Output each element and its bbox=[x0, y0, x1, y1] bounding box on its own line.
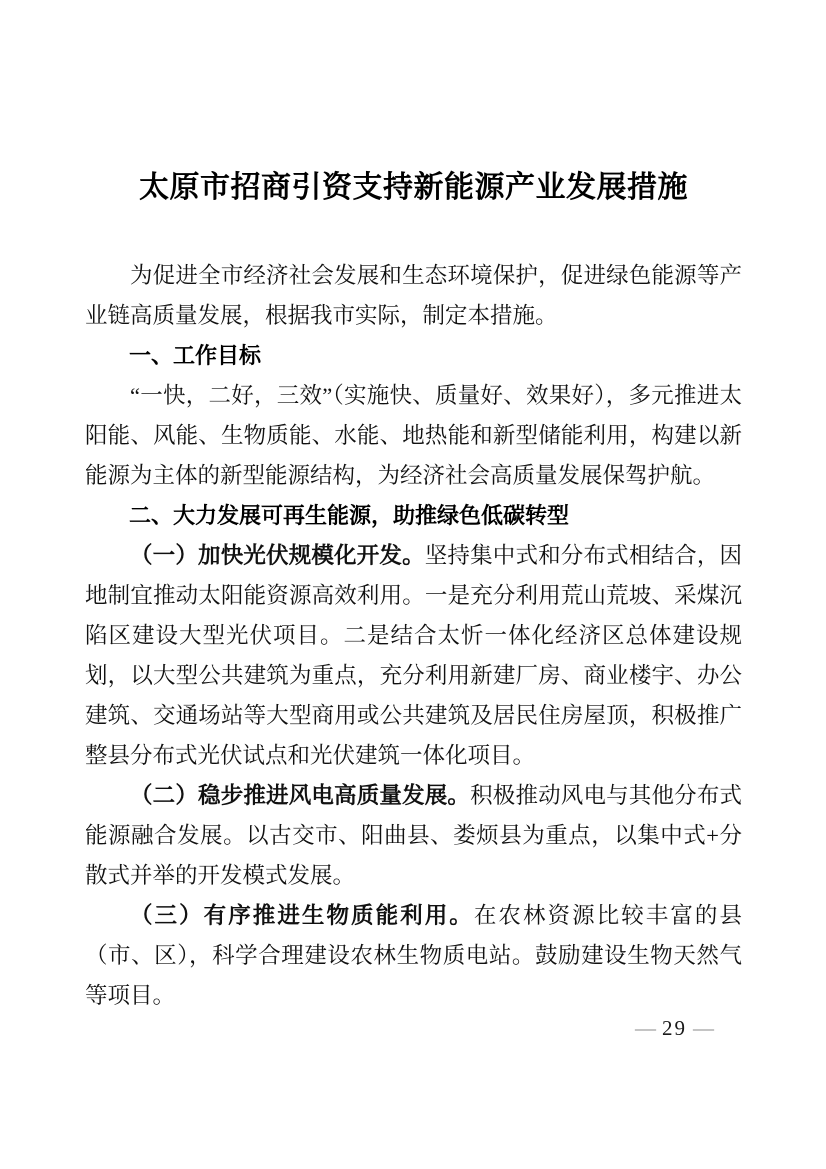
paragraph-text: 积极推动风电与其他分布式能源融合发展。以古交市、阳曲县、娄烦县为重点，以集中式+分散式并举的开发模式发展。 bbox=[85, 783, 742, 888]
paragraph-text: 在农林资源比较丰富的县（市、区），科学合理建设农林生物质电站。鼓励建设生物天然气等项目。 bbox=[85, 903, 742, 1008]
paragraph-lead: （三）有序推进生物质能利用。 bbox=[130, 903, 474, 928]
page-number-dash-right: — bbox=[693, 1016, 714, 1040]
paragraph-text: 坚持集中式和分布式相结合，因地制宜推动太阳能资源高效利用。一是充分利用荒山荒坡、采煤沉陷区建设大型光伏项目。二是结合太忻一体化经济区总体建设规划，以大型公共建筑为重点，充分利用新建厂房、商业楼宇、办公建筑、交通场站等大型商用或公共建筑及居民住房屋顶，积极推广整县分布式光伏试点和光伏建筑一体化项目。 bbox=[85, 543, 742, 768]
document-title: 太原市招商引资支持新能源产业发展措施 bbox=[139, 171, 688, 204]
paragraph-item-3 bbox=[85, 896, 742, 1016]
paragraph-item-1 bbox=[85, 536, 742, 776]
paragraph-goals bbox=[85, 376, 742, 496]
page-number bbox=[635, 1016, 714, 1041]
page-number-dash-left: — bbox=[635, 1016, 656, 1040]
section-heading-1: 一、工作目标 bbox=[129, 343, 262, 368]
paragraph-text: 为促进全市经济社会发展和生态环境保护，促进绿色能源等产业链高质量发展，根据我市实际，制定本措施。 bbox=[85, 263, 742, 328]
paragraph-intro bbox=[85, 256, 742, 336]
page-number-value: 29 bbox=[662, 1016, 687, 1040]
section-heading-2: 二、大力发展可再生能源，助推绿色低碳转型 bbox=[129, 503, 570, 528]
paragraph-item-2 bbox=[85, 776, 742, 896]
paragraph-lead: （一）加快光伏规模化开发。 bbox=[130, 543, 425, 568]
paragraph-lead: （二）稳步推进风电高质量发展。 bbox=[130, 783, 471, 808]
paragraph-text: “一快，二好，三效”（实施快、质量好、效果好），多元推进太阳能、风能、生物质能、水能、地热能和新型储能利用，构建以新能源为主体的新型能源结构，为经济社会高质量发展保驾护航。 bbox=[85, 383, 742, 488]
document-body bbox=[85, 256, 742, 1016]
